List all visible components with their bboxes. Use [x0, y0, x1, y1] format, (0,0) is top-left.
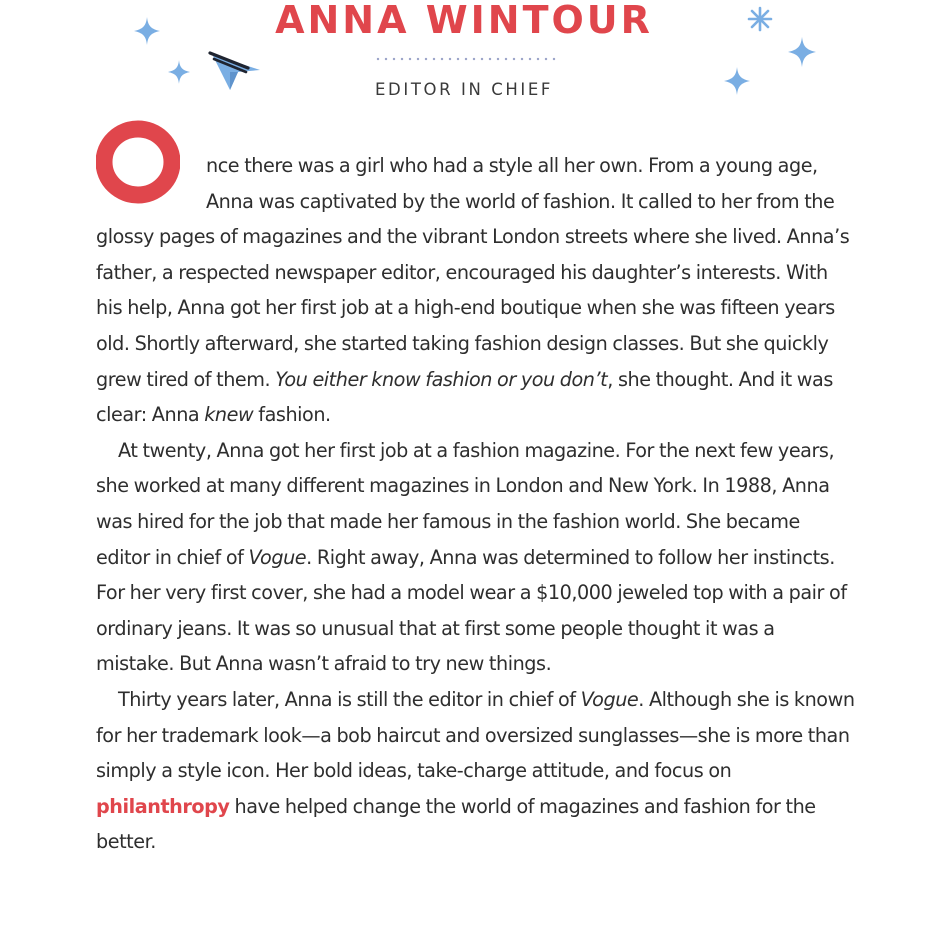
- article-body: [96, 148, 856, 860]
- page-title: ANNA WINTOUR: [275, 0, 653, 42]
- drop-cap-o-glyph: [96, 120, 180, 204]
- sparkle-icon: [724, 66, 750, 96]
- page-subtitle: EDITOR IN CHIEF: [375, 80, 553, 99]
- paragraph-3: Thirty years later, Anna is still the editor in chief of Vogue. Although she is known for her trademark look—a bob haircut and oversized sunglasses—she is more than simply a style icon. Her bold ideas, take-charge attitude, and focus on philanthropy have helped change the world of magazines and fashion for the better.: [96, 687, 855, 854]
- paragraph-1: nce there was a girl who had a style all her own. From a young age, Anna was captivated by the world of fashion. It called to her from the glossy pages of magazines and the vibrant London streets where she lived. Anna’s father, a respected newspaper editor, encouraged his daughter’s interests. With his help, Anna got her first job at a high-end boutique when she was fifteen years old. Shortly afterward, she started taking fashion design classes. But she quickly grew tired of them. You either know fashion or you don’t, she thought. And it was clear: Anna knew fashion.: [96, 148, 856, 433]
- sparkle-icon: [788, 36, 816, 68]
- page-header: [0, 0, 928, 110]
- highlighted-term[interactable]: philanthropy: [96, 794, 230, 818]
- dotted-divider: [374, 57, 560, 61]
- drop-cap: [96, 148, 198, 218]
- snowflake-icon: [747, 6, 773, 32]
- paragraph-2: At twenty, Anna got her first job at a fashion magazine. For the next few years, she worked at many different magazines in London and New York. In 1988, Anna was hired for the job that made her famous in the fashion world. She became editor in chief of Vogue. Right away, Anna was determined to follow her instincts. For her very first cover, she had a model wear a $10,000 jeweled top with a pair of ordinary jeans. It was so unusual that at first some people thought it was a mistake. But Anna wasn’t afraid to try new things.: [96, 438, 847, 676]
